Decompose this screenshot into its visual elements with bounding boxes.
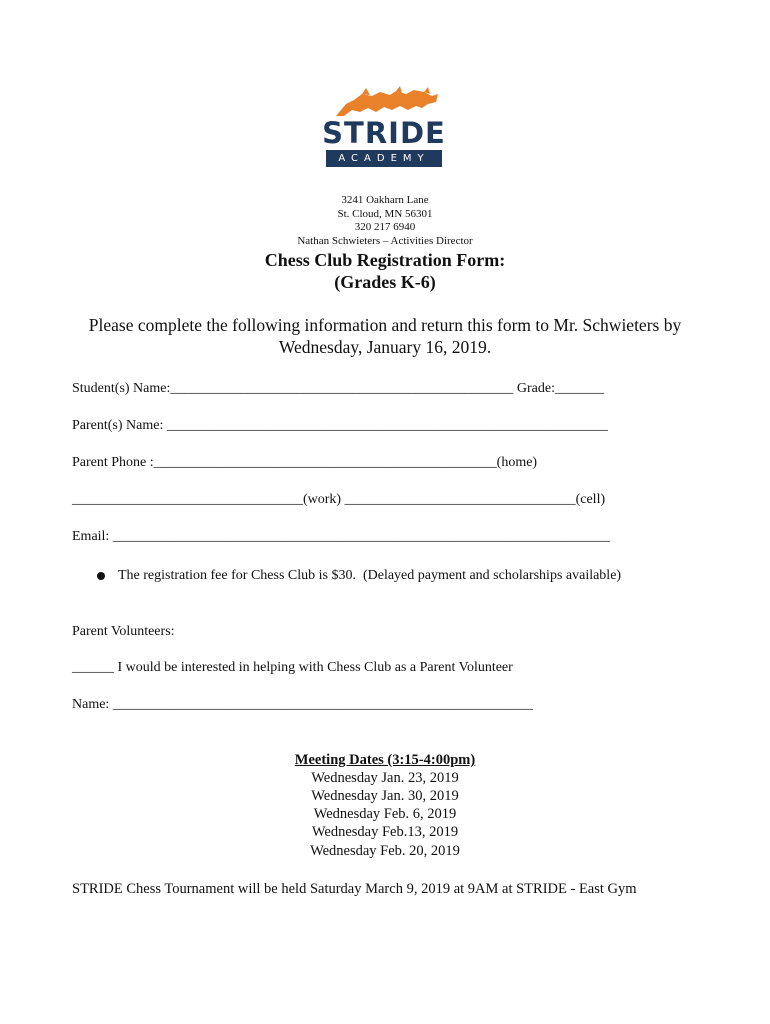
meeting-dates-heading: Meeting Dates (3:15-4:00pm) (294, 752, 476, 768)
registration-fee-note: The registration fee for Chess Club is $30. (Delayed payment and scholarships available) (118, 568, 622, 583)
parent-phone-home-field[interactable]: Parent Phone :_________________________________________________(home) (72, 455, 538, 470)
email-field[interactable]: Email: _______________________________________________________________________ (72, 529, 610, 544)
contact-line: Nathan Schwieters – Activities Director (297, 234, 473, 247)
street-address: 3241 Oakharn Lane (341, 194, 429, 206)
bullet-icon (97, 572, 105, 580)
stride-academy-logo (320, 86, 448, 172)
intro-line-2: Wednesday, January 16, 2019. (278, 337, 492, 357)
volunteer-name-field[interactable]: Name: ____________________________________________________________ (72, 697, 533, 712)
meeting-date: Wednesday Feb. 6, 2019 (313, 806, 457, 822)
meeting-date: Wednesday Jan. 23, 2019 (311, 770, 459, 786)
student-name-field[interactable]: Student(s) Name:_________________________________________________ Grade:_______ (72, 381, 604, 396)
parent-volunteers-heading: Parent Volunteers: (72, 624, 175, 639)
form-title: Chess Club Registration Form: (264, 250, 506, 270)
meeting-date: Wednesday Jan. 30, 2019 (311, 788, 459, 804)
intro-line-1: Please complete the following information and return this form to Mr. Schwieters by (88, 315, 682, 335)
phone-number: 320 217 6940 (354, 221, 416, 233)
tournament-note: STRIDE Chess Tournament will be held Saturday March 9, 2019 at 9AM at STRIDE - East Gym (72, 881, 637, 897)
parent-name-field[interactable]: Parent(s) Name: _______________________________________________________________ (72, 418, 608, 433)
logo-subtitle: ACADEMY (326, 150, 442, 167)
meeting-date: Wednesday Feb.13, 2019 (311, 824, 459, 840)
form-subtitle: (Grades K-6) (334, 272, 436, 292)
logo-wordmark: STRIDE (322, 116, 446, 150)
meeting-date: Wednesday Feb. 20, 2019 (310, 843, 460, 859)
parent-phone-work-cell-field[interactable]: _________________________________(work) _________________________________(cell) (72, 492, 606, 507)
city-address: St. Cloud, MN 56301 (337, 207, 433, 220)
running-horse-icon (332, 86, 442, 120)
volunteer-interest-field[interactable]: ______ I would be interested in helping with Chess Club as a Parent Volunteer (72, 660, 513, 675)
